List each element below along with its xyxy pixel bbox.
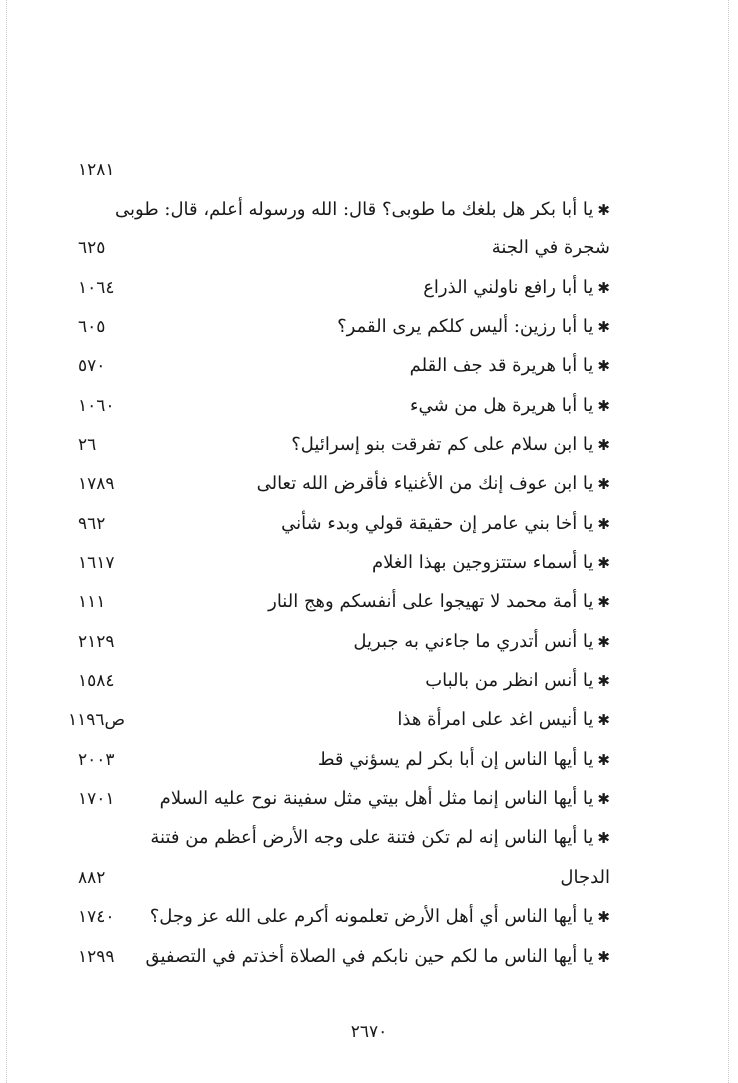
- list-item: [60, 551, 610, 591]
- asterisk-icon: ✱: [597, 908, 610, 926]
- entry-line: يا أمة محمد لا تهيجوا على أنفسكم وهج النار: [268, 591, 594, 612]
- page-edge-left: [6, 0, 7, 1083]
- entry-text: [145, 945, 610, 969]
- entry-line: يا أبا هريرة هل من شيء: [410, 395, 594, 416]
- asterisk-icon: ✱: [597, 829, 610, 847]
- list-item: [60, 905, 610, 945]
- list-item: [60, 826, 610, 866]
- entry-text: [160, 630, 610, 654]
- list-item: [60, 669, 610, 709]
- entry-line: يا أبا رافع ناولني الذراع: [423, 277, 594, 298]
- entry-reference-number: ١٠٦٠: [78, 396, 115, 416]
- entry-text-continued: شجرة في الجنة: [491, 237, 610, 258]
- list-item: [60, 748, 610, 788]
- asterisk-icon: ✱: [597, 711, 610, 729]
- entry-reference-number: ٨٨٢: [78, 868, 106, 888]
- list-item: [60, 315, 610, 355]
- list-item: [60, 630, 610, 670]
- entry-text: [160, 551, 610, 575]
- entry-text: [160, 315, 610, 339]
- asterisk-icon: ✱: [597, 357, 610, 375]
- entry-reference-number: ١٠٦٤: [78, 278, 115, 298]
- list-item: [60, 354, 610, 394]
- asterisk-icon: ✱: [597, 318, 610, 336]
- entry-text: [160, 787, 610, 811]
- entry-text: [160, 512, 610, 536]
- entry-line: يا أسماء ستتزوجين بهذا الغلام: [371, 552, 594, 573]
- asterisk-icon: ✱: [597, 554, 610, 572]
- entry-text: [160, 394, 610, 418]
- entry-text: [160, 748, 610, 772]
- entry-text: [150, 826, 610, 850]
- entry-reference-number: ص١١٩٦: [68, 710, 126, 730]
- asterisk-icon: ✱: [597, 948, 610, 966]
- entry-line-1: يا أبا بكر هل بلغك ما طوبى؟ قال: الله ورسوله أعلم، قال: طوبى: [115, 199, 594, 220]
- asterisk-icon: ✱: [597, 201, 610, 219]
- entry-line: يا أخا بني عامر إن حقيقة قولي وبدء شأني: [281, 513, 594, 534]
- entry-text: [160, 669, 610, 693]
- entry-reference-number: ٦٢٥: [78, 238, 106, 258]
- asterisk-icon: ✱: [597, 475, 610, 493]
- entry-reference-number: ١٧٠١: [78, 789, 115, 809]
- entry-reference-number: ٢٦: [78, 435, 97, 455]
- entry-reference-number: ٢١٢٩: [78, 632, 115, 652]
- entry-text: [160, 276, 610, 300]
- asterisk-icon: ✱: [597, 672, 610, 690]
- list-item: [60, 945, 610, 985]
- entry-line: يا أيها الناس إنما مثل أهل بيتي مثل سفينة نوح عليه السلام: [159, 788, 594, 809]
- entry-text: [160, 590, 610, 614]
- entry-reference-number: ١٧٤٠: [78, 907, 115, 927]
- entry-reference-number: ٢٠٠٣: [78, 750, 115, 770]
- list-item: [60, 276, 610, 316]
- asterisk-icon: ✱: [597, 436, 610, 454]
- list-item: [60, 512, 610, 552]
- entry-text-continued: الدجال: [560, 867, 610, 888]
- entry-text: [149, 905, 610, 929]
- entry-reference-number: ١٥٨٤: [78, 671, 115, 691]
- asterisk-icon: ✱: [597, 279, 610, 297]
- entry-text: [160, 472, 610, 496]
- page-number: ٢٦٧٠: [350, 1022, 388, 1042]
- entry-line: يا أبا هريرة قد جف القلم: [409, 355, 594, 376]
- entry-line-1: يا أيها الناس إنه لم تكن فتنة على وجه الأرض أعظم من فتنة: [150, 827, 594, 848]
- entry-line: يا أنس أتدري ما جاءني به جبريل: [353, 631, 594, 652]
- list-item: [60, 590, 610, 630]
- entry-line: يا أيها الناس ما لكم حين نابكم في الصلاة أخذتم في التصفيق: [145, 946, 594, 967]
- list-item: [60, 198, 610, 238]
- entry-text: [115, 198, 610, 222]
- entry-text: [160, 354, 610, 378]
- asterisk-icon: ✱: [597, 633, 610, 651]
- entry-reference-number: ١١١: [78, 592, 106, 612]
- entry-line: يا أنس انظر من بالباب: [425, 670, 594, 691]
- entry-line: يا ابن عوف إنك من الأغنياء فأقرض الله تعالى: [256, 473, 594, 494]
- list-item-continued: [60, 866, 610, 906]
- entry-text: [160, 708, 610, 732]
- entry-reference-number: ٦٠٥: [78, 317, 106, 337]
- list-item-continued: [60, 236, 610, 276]
- entry-reference-number: ١٧٨٩: [78, 474, 115, 494]
- list-item: [60, 472, 610, 512]
- entry-reference-number: ٩٦٢: [78, 514, 106, 534]
- asterisk-icon: ✱: [597, 397, 610, 415]
- entry-reference-number: ١٦١٧: [78, 553, 115, 573]
- list-item: [60, 433, 610, 473]
- list-item: [60, 394, 610, 434]
- asterisk-icon: ✱: [597, 790, 610, 808]
- entry-reference-number: ١٢٩٩: [78, 947, 115, 967]
- asterisk-icon: ✱: [597, 515, 610, 533]
- entry-text: [160, 433, 610, 457]
- entry-line: يا أبا رزين: أليس كلكم يرى القمر؟: [337, 316, 594, 337]
- entry-line: يا أيها الناس إن أبا بكر لم يسؤني قط: [317, 749, 594, 770]
- entry-line: يا ابن سلام على كم تفرقت بنو إسرائيل؟: [291, 434, 594, 455]
- list-item: [60, 787, 610, 827]
- asterisk-icon: ✱: [597, 593, 610, 611]
- asterisk-icon: ✱: [597, 751, 610, 769]
- entry-line: يا أنيس اغد على امرأة هذا: [397, 709, 594, 730]
- entry-line: يا أيها الناس أي أهل الأرض تعلمونه أكرم على الله عز وجل؟: [149, 906, 594, 927]
- entry-reference-number: ٥٧٠: [78, 356, 106, 376]
- page-edge-right: [728, 0, 729, 1083]
- top-reference-number: ١٢٨١: [78, 160, 115, 180]
- list-item: [60, 708, 610, 748]
